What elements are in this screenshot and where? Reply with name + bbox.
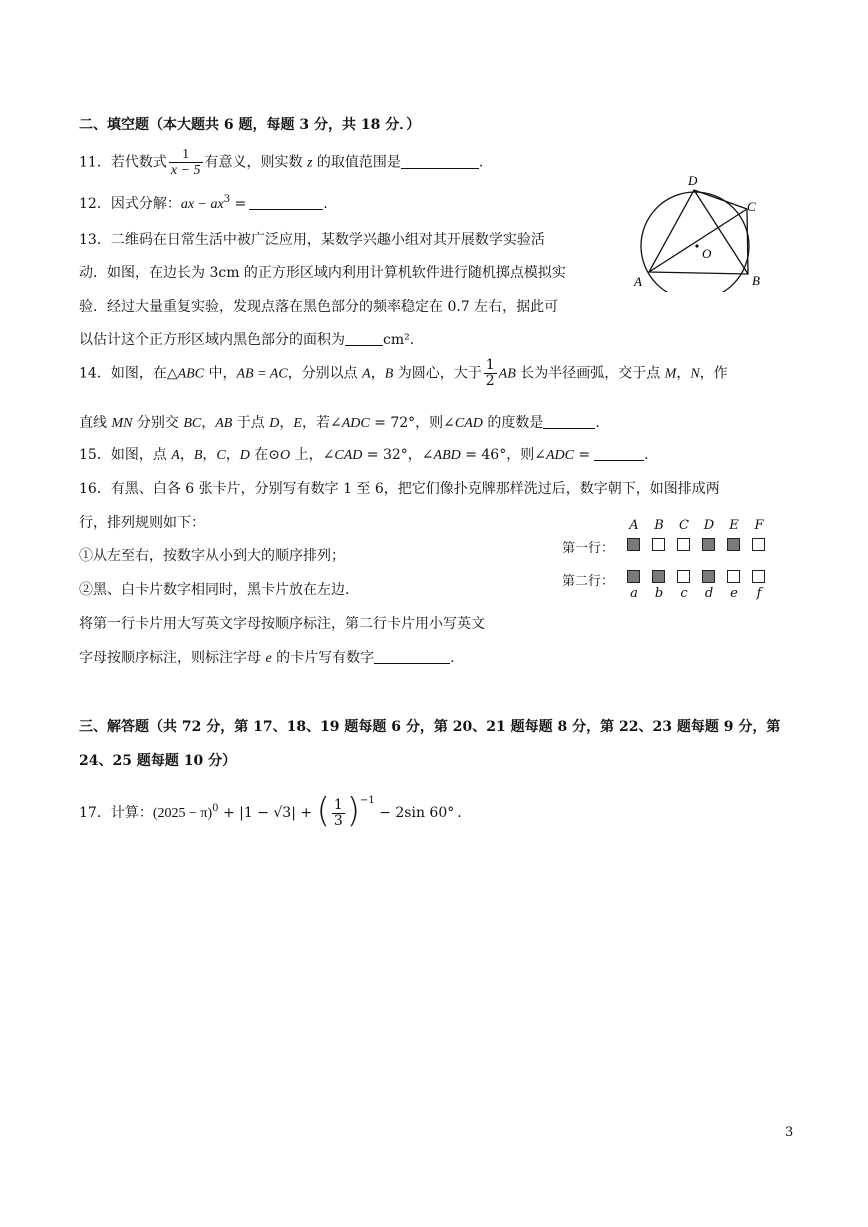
point-label-d: D — [688, 173, 698, 188]
q13-line-3: 验．经过大量重复实验，发现点落在黑色部分的频率稳定在 0.7 左右，据此可 — [79, 299, 559, 315]
q14-point-e: E — [293, 416, 302, 431]
q14-point-a: A — [362, 366, 371, 382]
circle-figure — [630, 172, 780, 292]
q14-point-n: N — [690, 366, 700, 382]
q14-point-m: M — [664, 366, 677, 382]
q12-exponent: 3 — [223, 194, 231, 205]
q17-term-2: + |1 − √3| + — [218, 805, 317, 821]
q12-equals: = — [230, 196, 247, 212]
q12-expression: ax − ax — [180, 197, 224, 212]
q14-segment-ab: AB — [498, 366, 516, 382]
q16-line-3: 将第一行卡片用大写英文字母按顺序标注，第二行卡片用小写英文 — [79, 616, 485, 632]
q15-answer-blank[interactable] — [594, 446, 644, 461]
q15-text-d: ， — [225, 447, 240, 463]
q15-text-g: = 32°，∠ — [362, 447, 434, 463]
diagonal-db — [694, 190, 748, 274]
q15-circle-o: O — [280, 448, 291, 463]
q16-line-4-text-2: 的卡片写有数字 — [271, 650, 375, 666]
q16-end: . — [450, 650, 455, 666]
q14-l2-e: ， — [279, 415, 294, 431]
q17-fraction-num: 1 — [333, 796, 343, 813]
q11-prefix: 11．若代数式 — [79, 154, 167, 171]
q14-answer-blank[interactable] — [543, 414, 595, 429]
card-row1-e — [727, 538, 740, 551]
card-label-lower-f: f — [756, 586, 762, 601]
q11-variable: z — [306, 155, 313, 171]
q12-end: . — [323, 196, 328, 212]
card-row1-b — [652, 538, 665, 551]
q15-text-e: 在⊙ — [249, 447, 281, 463]
section-3-title-line-1: 三、解答题（共 72 分，第 17、18、19 题每题 6 分，第 20、21 题每题 8 分，第 22、23 题每题 9 分，第 — [79, 719, 781, 735]
q14-fraction-num: 1 — [485, 357, 495, 373]
q14-text-f: 长为半径画弧，交于点 — [515, 365, 665, 382]
card-label-lower-a: a — [630, 586, 638, 601]
question-15 — [79, 444, 649, 464]
q14-segment-ab-2: AB — [215, 416, 233, 431]
q15-angle-abd: ABD — [433, 448, 461, 463]
card-row1-f — [752, 538, 765, 551]
q11-answer-blank[interactable] — [401, 154, 479, 169]
row-2-label: 第二行： — [562, 574, 615, 589]
q14-line-mn: MN — [111, 416, 133, 431]
q15-text-c: ， — [202, 447, 217, 463]
q11-text-2: 的取值范围是 — [312, 154, 401, 171]
q16-line-4 — [79, 647, 455, 667]
q14-l2-d: 于点 — [232, 415, 270, 431]
q16-answer-blank[interactable] — [374, 649, 450, 664]
card-row2-f — [752, 570, 765, 583]
card-label-upper-d: D — [703, 518, 715, 533]
q16-line-2: 行，排列规则如下： — [79, 515, 205, 531]
card-row1-a — [627, 538, 640, 551]
card-row2-c — [677, 570, 690, 583]
q15-text-a: 15．如图，点 — [79, 447, 172, 463]
row-1-label: 第一行： — [562, 541, 615, 556]
card-label-lower-c: c — [680, 586, 688, 601]
q17-prefix: 17．计算： — [79, 805, 153, 821]
q14-text-g: ， — [676, 365, 691, 382]
q17-end: . — [457, 805, 462, 821]
q14-l2-c: ， — [201, 415, 216, 431]
card-row2-b — [652, 570, 665, 583]
q17-exponent-neg1: −1 — [360, 795, 375, 806]
q15-point-d: D — [239, 448, 250, 463]
q14-segment-bc: BC — [183, 416, 202, 431]
q17-fraction — [332, 798, 345, 829]
q15-angle-adc: ADC — [545, 448, 574, 463]
q17-fraction-den: 3 — [333, 812, 343, 829]
q12-prefix: 12．因式分解： — [79, 196, 181, 212]
q15-text-f: 上，∠ — [290, 447, 335, 463]
q16-line-4-text: 字母按顺序标注，则标注字母 — [79, 650, 266, 666]
card-label-upper-f: F — [754, 518, 764, 533]
q14-text-h: ，作 — [699, 365, 728, 382]
q11-end: . — [478, 154, 484, 171]
q15-point-a: A — [171, 448, 180, 463]
q14-l2-g: = 72°，则∠ — [369, 415, 455, 431]
q13-line-4 — [79, 329, 414, 349]
q13-unit: cm². — [383, 332, 415, 348]
q11-fraction-num: 1 — [169, 147, 203, 163]
q14-point-b: B — [384, 366, 394, 382]
q15-point-b: B — [193, 448, 203, 463]
q14-point-d: D — [269, 416, 280, 431]
point-label-a: A — [634, 274, 642, 289]
q11-text: 有意义，则实数 — [204, 154, 307, 171]
q11-fraction — [169, 147, 203, 178]
q15-angle-cad: CAD — [334, 448, 363, 463]
q14-l2-h: 的度数是 — [482, 415, 544, 431]
card-row2-a — [627, 570, 640, 583]
question-14-line-2 — [79, 412, 600, 432]
q14-l2-f: ，若∠ — [301, 415, 342, 431]
q16-rule-1: ①从左至右，按数字从小到大的顺序排列； — [79, 548, 345, 564]
card-label-upper-a: A — [629, 518, 639, 533]
card-row2-e — [727, 570, 740, 583]
section-2-title: 二、填空题（本大题共 6 题，每题 3 分，共 18 分．） — [79, 117, 421, 133]
q14-l2-b: 分别交 — [132, 415, 184, 431]
q17-right-paren: ) — [346, 791, 361, 831]
q14-triangle: ABC — [177, 366, 205, 382]
q12-answer-blank[interactable] — [249, 195, 323, 210]
center-dot — [695, 244, 698, 247]
q17-term-3: − 2sin 60° — [374, 805, 455, 821]
q14-text-e: 为圆心，大于 — [393, 365, 482, 382]
card-label-upper-b: B — [654, 518, 664, 533]
question-17 — [79, 793, 462, 833]
diagonal-ac — [649, 209, 747, 272]
card-row1-c — [677, 538, 690, 551]
card-label-upper-e: E — [729, 518, 739, 533]
q13-line-1: 13．二维码在日常生活中被广泛应用，某数学兴趣小组对其开展数学实验活 — [79, 232, 545, 248]
point-label-b: B — [752, 273, 760, 288]
cards-figure — [560, 518, 775, 606]
q16-variable-e: e — [265, 651, 272, 666]
card-label-upper-c: C — [679, 518, 689, 533]
card-row2-d — [702, 570, 715, 583]
q11-fraction-den: x − 5 — [170, 163, 201, 178]
q14-fraction-den: 2 — [485, 373, 495, 389]
q13-line-4-text: 以估计这个正方形区域内黑色部分的面积为 — [79, 332, 345, 348]
q13-line-2: 动．如图，在边长为 3cm 的正方形区域内利用计算机软件进行随机掷点模拟实 — [79, 265, 566, 281]
question-14-line-1 — [79, 358, 728, 389]
q14-l2-a: 直线 — [79, 415, 112, 431]
question-12 — [79, 193, 328, 213]
q14-text-a: 14．如图，在△ — [79, 365, 178, 382]
q16-rule-2: ②黑、白卡片数字相同时，黑卡片放在左边． — [79, 582, 359, 598]
q14-text-d: ， — [370, 365, 385, 382]
q14-angle-cad: CAD — [454, 416, 483, 431]
point-label-c: C — [747, 199, 756, 214]
section-3-title-line-2: 24、25 题每题 10 分） — [79, 753, 237, 769]
q14-text-b: 中， — [204, 365, 237, 382]
q15-end: . — [644, 447, 649, 463]
q13-answer-blank[interactable] — [345, 331, 383, 346]
q15-text-h: = 46°，则∠ — [460, 447, 546, 463]
q17-exponent-0: 0 — [212, 803, 219, 814]
card-label-lower-e: e — [730, 586, 738, 601]
page-number: 3 — [785, 1125, 794, 1140]
point-label-o: O — [702, 246, 712, 261]
q16-line-1: 16．有黑、白各 6 张卡片，分别写有数字 1 至 6，把它们像扑克牌那样洗过后，数字朝下，如图排成两 — [79, 481, 720, 497]
card-label-lower-b: b — [654, 586, 664, 601]
q14-equality: AB = AC — [236, 366, 288, 382]
q15-text-i: = — [573, 447, 591, 463]
q17-left-paren: ( — [316, 791, 330, 831]
q15-text-b: ， — [179, 447, 194, 463]
q14-text-c: ，分别以点 — [287, 365, 363, 382]
card-label-lower-d: d — [704, 586, 714, 601]
q14-fraction — [484, 358, 497, 389]
q15-point-c: C — [216, 448, 226, 463]
q17-term-1: (2025 − π) — [152, 806, 213, 821]
card-row1-d — [702, 538, 715, 551]
q14-angle-adc: ADC — [341, 416, 370, 431]
q14-end: . — [595, 415, 600, 431]
question-11 — [79, 147, 483, 178]
